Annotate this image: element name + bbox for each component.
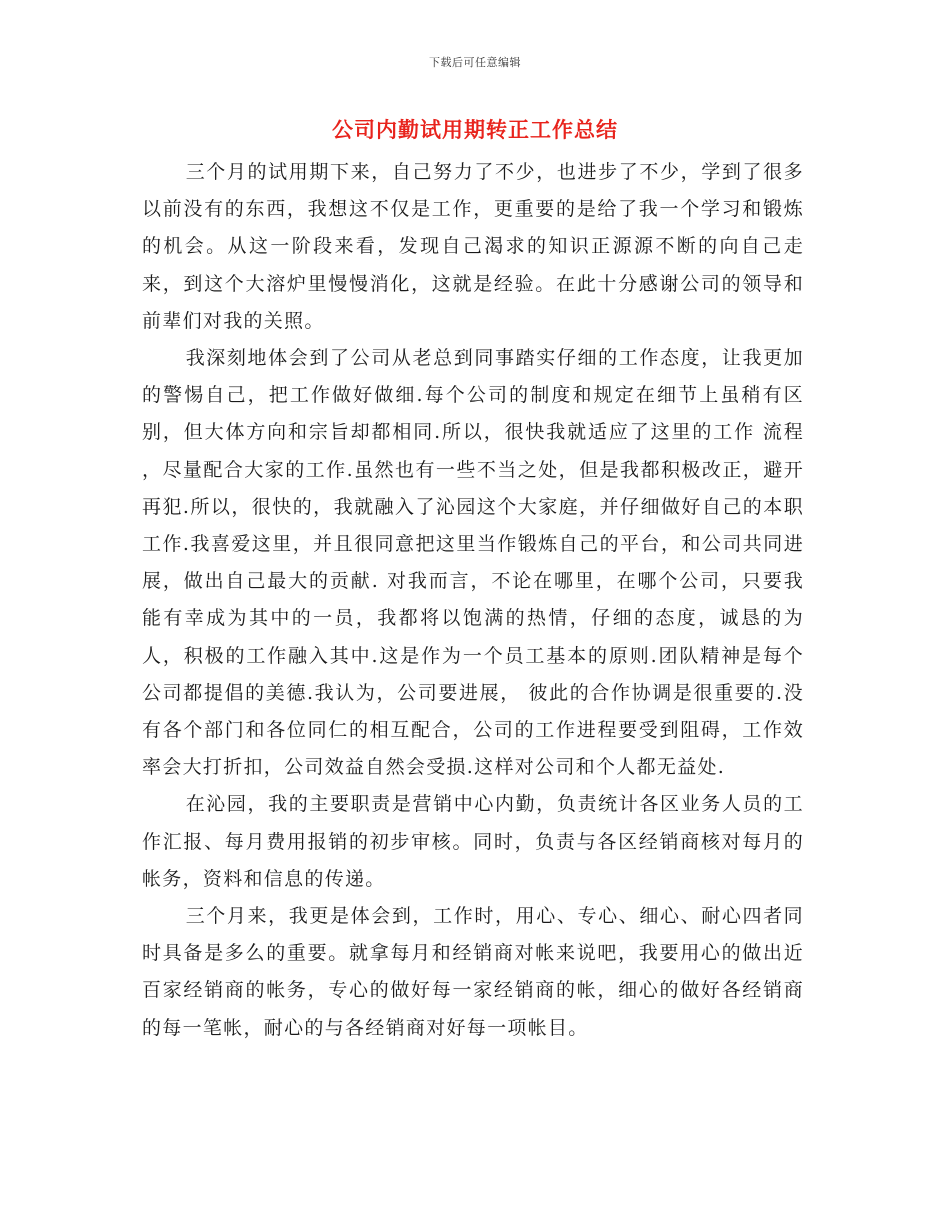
- document-title: 公司内勤试用期转正工作总结: [332, 117, 618, 142]
- paragraph-3: 在沁园，我的主要职责是营销中心内勤，负责统计各区业务人员的工作汇报、每月费用报销的初步审核。同时，负责与各区经销商核对每月的帐务，资料和信息的传递。: [142, 793, 804, 890]
- paragraph-4: 三个月来，我更是体会到，工作时，用心、专心、细心、耐心四者同时具备是多么的重要。就拿每月和经销商对帐来说吧，我要用心的做出近百家经销商的帐务，专心的做好每一家经销商的帐，细心的做好各经销商的每一笔帐，耐心的与各经销商对好每一项帐目。: [142, 905, 804, 1039]
- header-note: 下载后可任意编辑: [429, 56, 521, 69]
- paragraph-2: 我深刻地体会到了公司从老总到同事踏实仔细的工作态度，让我更加的警惕自己，把工作做好做细.每个公司的制度和规定在细节上虽稍有区别，但大体方向和宗旨却都相同.所以，很快我就适应了这里的工作 流程 ，尽量配合大家的工作.虽然也有一些不当之处，但是我都积极改正，避开再犯.所以，很快的，我就融入了沁园这个大家庭，并仔细做好自己的本职工作.我喜爱这里，并且很同意把这里当作锻炼自己的平台，和公司共同进展，做出自己最大的贡献. 对我而言，不论在哪里，在哪个公司，只要我能有幸成为其中的一员，我都将以饱满的热情，仔细的态度，诚恳的为人，积极的工作融入其中.这是作为一个员工基本的原则.团队精神是每个公司都提倡的美德.我认为，公司要进展， 彼此的合作协调是很重要的.没有各个部门和各位同仁的相互配合，公司的工作进程要受到阻碍，工作效率会大打折扣，公司效益自然会受损.这样对公司和个人都无益处.: [142, 347, 804, 779]
- document-body: [142, 154, 804, 1047]
- paragraph-1: 三个月的试用期下来，自己努力了不少，也进步了不少，学到了很多以前没有的东西，我想这不仅是工作，更重要的是给了我一个学习和锻炼的机会。从这一阶段来看，发现自己渴求的知识正源源不断的向自己走来，到这个大溶炉里慢慢消化，这就是经验。在此十分感谢公司的领导和前辈们对我的关照。: [142, 161, 804, 332]
